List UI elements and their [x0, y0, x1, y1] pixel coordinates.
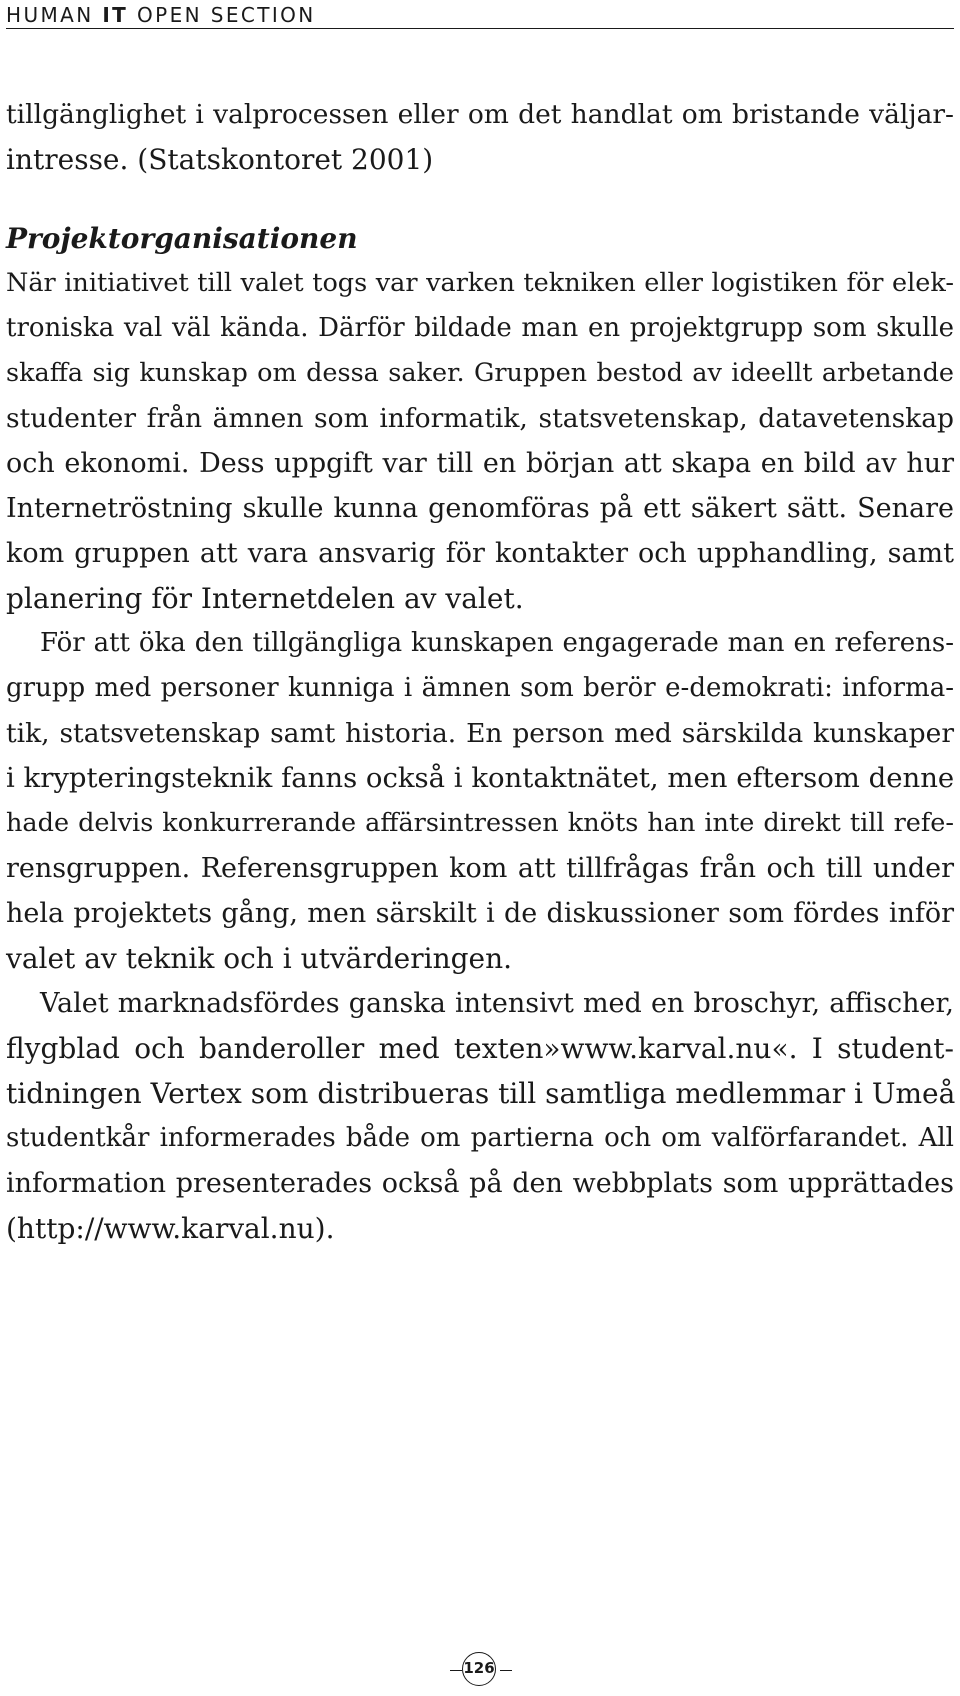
- text-line: grupp med personer kunniga i ämnen som berör e-demokrati: informa-: [6, 673, 954, 703]
- text-line: studenter från ämnen som informatik, statsvetenskap, datavetenskap: [6, 403, 954, 434]
- text-line-indented: [6, 981, 954, 1026]
- page-number: 126: [463, 1659, 495, 1677]
- footer-rule-left: [450, 1670, 462, 1671]
- text-line: hela projektets gång, men särskilt i de diskussioner som fördes inför: [6, 898, 954, 929]
- running-header: [6, 4, 954, 29]
- text-line: (http://www.karval.nu).: [6, 1212, 335, 1245]
- text-line: i krypteringsteknik fanns också i kontaktnätet, men eftersom denne: [6, 762, 955, 794]
- text-line: tillgänglighet i valprocessen eller om det handlat om bristande väljar-: [6, 99, 954, 130]
- text-line: tik, statsvetenskap samt historia. En person med särskilda kunskaper: [6, 718, 954, 749]
- text-line: och ekonomi. Dess uppgift var till en början att skapa en bild av hur: [6, 448, 954, 479]
- text-line: hade delvis konkurrerande affärsintressen knöts han inte direkt till refe-: [6, 808, 954, 838]
- text-line: studentkår informerades både om partierna och om valförfarandet. All: [6, 1123, 954, 1153]
- section-heading: Projektorganisationen: [6, 222, 358, 255]
- footer-rule-right: [500, 1670, 512, 1671]
- header-open-section: OPEN SECTION: [128, 3, 316, 27]
- text-line: När initiativet till valet togs var varken tekniken eller logistiken för elek-: [6, 268, 954, 298]
- text-line: troniska val väl kända. Därför bildade man en projektgrupp som skulle: [6, 313, 954, 343]
- text-line: flygblad och banderoller med texten»www.karval.nu«. I student-: [6, 1032, 954, 1065]
- body-text: [6, 92, 954, 1251]
- header-human: HUMAN: [6, 3, 103, 27]
- paragraph-3: [6, 621, 954, 981]
- text-line-indented: [6, 621, 954, 666]
- text-line: skaffa sig kunskap om dessa saker. Gruppen bestod av ideellt arbetande: [6, 358, 954, 388]
- text-line: Internetröstning skulle kunna genomföras på ett säkert sätt. Senare: [6, 493, 954, 524]
- paragraph-4: [6, 981, 954, 1251]
- paragraph-2: [6, 261, 954, 621]
- text-line: kom gruppen att vara ansvarig för kontakter och upphandling, samt: [6, 538, 954, 569]
- page-footer: [0, 1648, 960, 1688]
- text-line: intresse. (Statskontoret 2001): [6, 143, 434, 176]
- header-it: IT: [102, 3, 129, 27]
- text-line: valet av teknik och i utvärderingen.: [6, 942, 513, 975]
- text-line-content: För att öka den tillgängliga kunskapen engagerade man en referens-: [40, 628, 954, 658]
- text-line: information presenterades också på den webbplats som upprättades: [6, 1168, 954, 1199]
- text-line: tidningen Vertex som distribueras till samtliga medlemmar i Umeå: [6, 1077, 956, 1110]
- text-line: rensgruppen. Referensgruppen kom att tillfrågas från och till under: [6, 853, 954, 884]
- text-line-content: Valet marknadsfördes ganska intensivt med en broschyr, affischer,: [40, 988, 954, 1019]
- text-line: planering för Internetdelen av valet.: [6, 582, 524, 615]
- page-number-badge: [462, 1652, 496, 1686]
- paragraph-1: [6, 92, 954, 182]
